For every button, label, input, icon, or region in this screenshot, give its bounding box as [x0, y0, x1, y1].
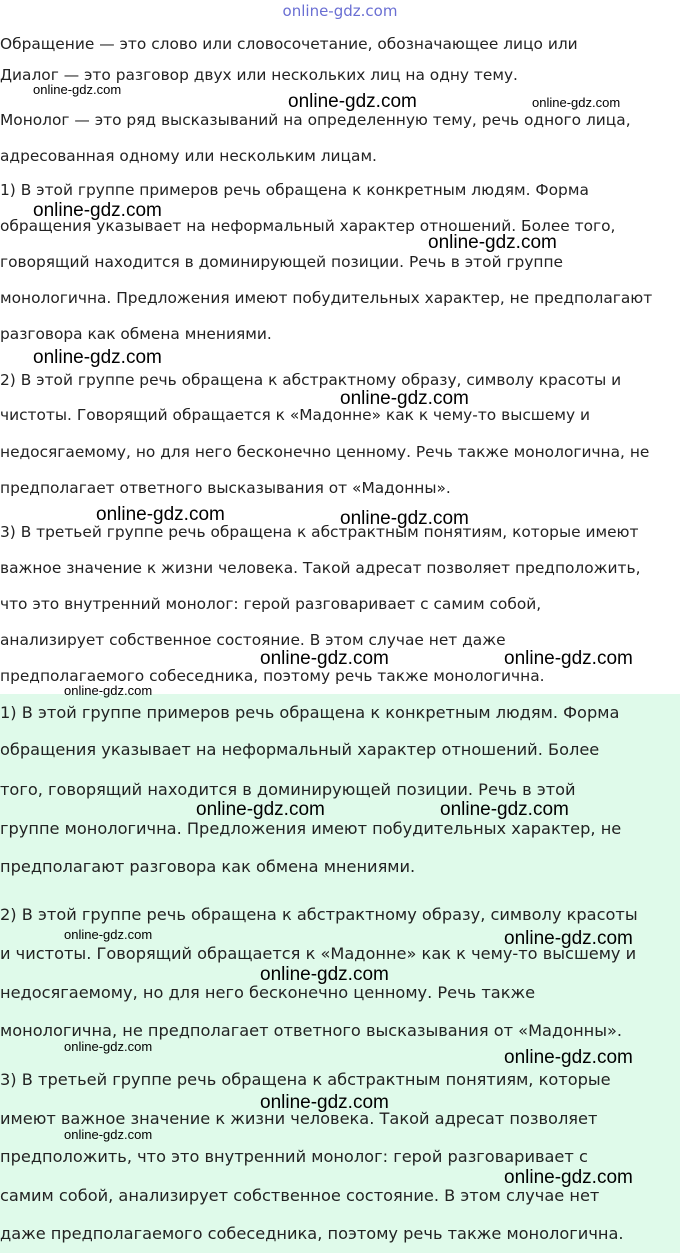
watermark: online-gdz.com [504, 648, 633, 669]
definition-monolog-cont: адресованная одному или нескольким лицам. [0, 147, 377, 165]
answer-line: даже предполагаемого собеседника, поэтому речь также монологична. [0, 1224, 624, 1243]
answer-line: и чистоты. Говорящий обращается к «Мадонне» как к чему-то высшему и [0, 944, 637, 963]
answer-line: самим собой, анализирует собственное состояние. В этом случае нет [0, 1186, 600, 1205]
question-line: обращения указывает на неформальный характер отношений. Более того, [0, 217, 616, 235]
definition-dialog: Диалог — это разговор двух или нескольких лиц на одну тему. [0, 66, 518, 84]
question-line: говорящий находится в доминирующей позиции. Речь в этой группе [0, 253, 564, 271]
question-line: 3) В третьей группе речь обращена к абстрактным понятиям, которые имеют [0, 523, 639, 541]
answer-line: предположить, что это внутренний монолог: герой разговаривает с [0, 1147, 588, 1166]
answer-line: 3) В третьей группе речь обращена к абстрактным понятиям, которые [0, 1070, 611, 1089]
question-line: монологична. Предложения имеют побудительных характер, не предполагают [0, 289, 653, 307]
watermark: online-gdz.com [532, 95, 621, 110]
watermark: online-gdz.com [260, 1092, 389, 1113]
answer-line: монологична, не предполагает ответного высказывания от «Мадонны». [0, 1021, 623, 1040]
question-line: недосягаемому, но для него бесконечно ценному. Речь также монологична, не [0, 443, 650, 461]
question-line: 1) В этой группе примеров речь обращена к конкретным людям. Форма [0, 181, 589, 199]
definition-monolog: Монолог — это ряд высказываний на определенную тему, речь одного лица, [0, 111, 631, 129]
watermark: online-gdz.com [33, 82, 122, 97]
watermark: online-gdz.com [288, 91, 417, 112]
definition-address: Обращение — это слово или словосочетание, обозначающее лицо или [0, 35, 578, 53]
question-line: разговора как обмена мнениями. [0, 325, 272, 343]
watermark: online-gdz.com [33, 347, 162, 368]
watermark: online-gdz.com [64, 1039, 153, 1054]
answer-line: имеют важное значение к жизни человека. Такой адресат позволяет [0, 1109, 598, 1128]
answer-line: группе монологична. Предложения имеют побудительных характер, не [0, 819, 622, 838]
watermark: online-gdz.com [64, 927, 153, 942]
watermark: online-gdz.com [504, 928, 633, 949]
answer-line: того, говорящий находится в доминирующей позиции. Речь в этой [0, 780, 576, 799]
question-line: чистоты. Говорящий обращается к «Мадонне» как к чему-то высшему и [0, 406, 590, 424]
watermark: online-gdz.com [64, 683, 153, 698]
watermark: online-gdz.com [340, 508, 469, 529]
watermark: online-gdz.com [504, 1047, 633, 1068]
answer-line: 1) В этой группе примеров речь обращена к конкретным людям. Форма [0, 703, 620, 722]
watermark: online-gdz.com [260, 964, 389, 985]
watermark: online-gdz.com [440, 799, 569, 820]
watermark: online-gdz.com [96, 504, 225, 525]
answer-line: предполагают разговора как обмена мнениями. [0, 857, 416, 876]
watermark: online-gdz.com [196, 799, 325, 820]
watermark: online-gdz.com [260, 648, 389, 669]
site-header-link[interactable]: online-gdz.com [282, 2, 398, 20]
question-line: что это внутренний монолог: герой разговаривает с самим собой, [0, 595, 542, 613]
question-line: важное значение к жизни человека. Такой адресат позволяет предположить, [0, 559, 641, 577]
question-line: предполагает ответного высказывания от «Мадонны». [0, 479, 451, 497]
answer-line: 2) В этой группе речь обращена к абстрактному образу, символу красоты [0, 905, 638, 924]
watermark: online-gdz.com [340, 388, 469, 409]
question-line: предполагаемого собеседника, поэтому речь также монологична. [0, 667, 545, 685]
watermark: online-gdz.com [428, 232, 557, 253]
watermark: online-gdz.com [64, 1127, 153, 1142]
question-line: 2) В этой группе речь обращена к абстрактному образу, символу красоты и [0, 371, 622, 389]
watermark: online-gdz.com [504, 1167, 633, 1188]
watermark: online-gdz.com [33, 200, 162, 221]
question-line: анализирует собственное состояние. В этом случае нет даже [0, 631, 506, 649]
answer-line: недосягаемому, но для него бесконечно ценному. Речь также [0, 983, 536, 1002]
answer-line: обращения указывает на неформальный характер отношений. Более [0, 740, 600, 759]
